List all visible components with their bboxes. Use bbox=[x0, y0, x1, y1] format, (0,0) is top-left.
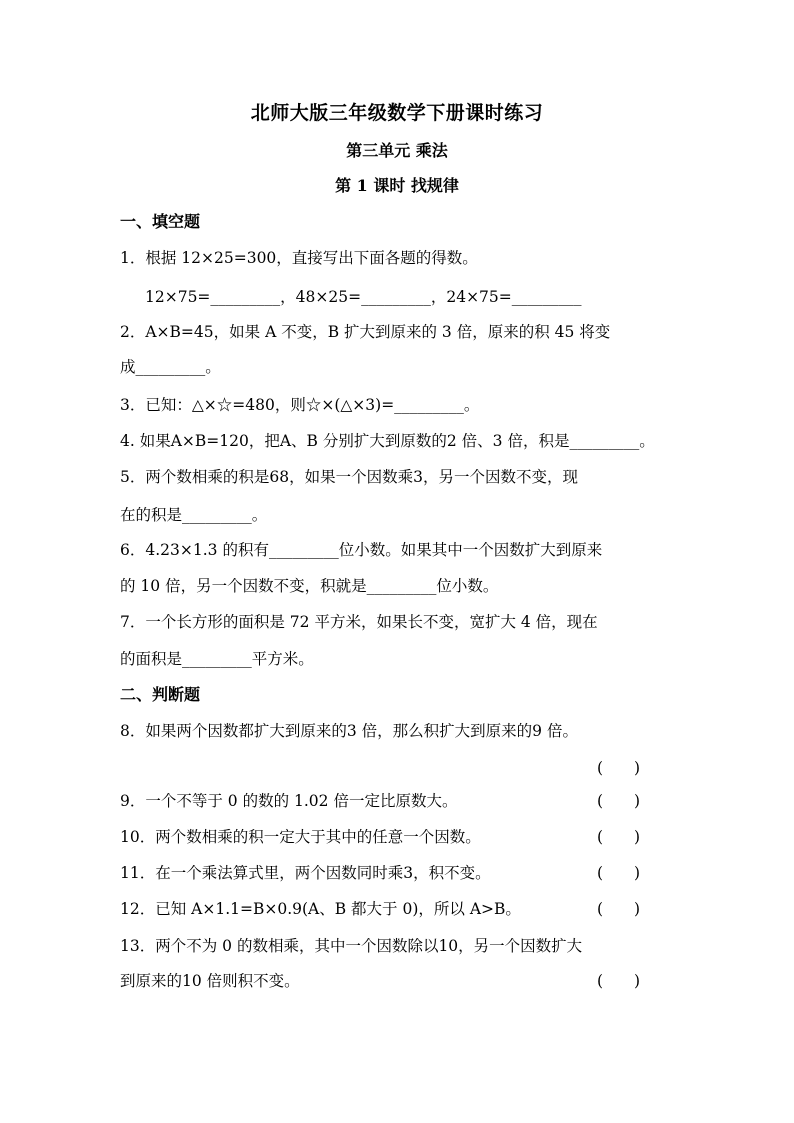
question-3: 3．已知：△×☆=480，则☆×(△×3)=_________。 bbox=[120, 396, 480, 414]
question-7-cont: 的面积是_________平方米。 bbox=[120, 650, 314, 668]
answer-paren-8: ( ) bbox=[597, 759, 641, 777]
question-1-items: 12×75=_________，48×25=_________，24×75=_________ bbox=[145, 288, 582, 306]
answer-paren-11: ( ) bbox=[597, 864, 641, 882]
worksheet-title: 北师大版三年级数学下册课时练习 bbox=[250, 102, 544, 124]
question-10: 10．两个数相乘的积一定大于其中的任意一个因数。 bbox=[120, 828, 481, 846]
unit-title: 第三单元 乘法 bbox=[346, 141, 448, 160]
question-8: 8．如果两个因数都扩大到原来的3 倍，那么积扩大到原来的9 倍。 bbox=[120, 722, 578, 740]
question-11: 11．在一个乘法算式里，两个因数同时乘3，积不变。 bbox=[120, 864, 491, 882]
answer-paren-9: ( ) bbox=[597, 792, 641, 810]
question-1: 1．根据 12×25=300，直接写出下面各题的得数。 bbox=[120, 249, 478, 267]
question-6: 6．4.23×1.3 的积有_________位小数。如果其中一个因数扩大到原来 bbox=[120, 541, 603, 559]
question-5-cont: 在的积是_________。 bbox=[120, 506, 268, 524]
question-2: 2．A×B=45，如果 A 不变，B 扩大到原来的 3 倍，原来的积 45 将变 bbox=[120, 323, 611, 341]
answer-paren-10: ( ) bbox=[597, 828, 641, 846]
section-heading-fill-in: 一、填空题 bbox=[120, 212, 201, 231]
question-12: 12．已知 A×1.1=B×0.9(A、B 都大于 0)，所以 A>B。 bbox=[120, 900, 521, 918]
question-4: 4. 如果A×B=120，把A、B 分别扩大到原数的2 倍、3 倍，积是_________。 bbox=[120, 432, 655, 450]
answer-paren-12: ( ) bbox=[597, 900, 641, 918]
lesson-title: 第 1 课时 找规律 bbox=[335, 176, 459, 195]
question-6-cont: 的 10 倍，另一个因数不变，积就是_________位小数。 bbox=[120, 577, 499, 595]
answer-paren-13: ( ) bbox=[597, 972, 641, 990]
question-2-cont: 成_________。 bbox=[120, 358, 221, 376]
question-9: 9．一个不等于 0 的数的 1.02 倍一定比原数大。 bbox=[120, 792, 458, 810]
section-heading-true-false: 二、判断题 bbox=[120, 685, 201, 704]
question-5: 5．两个数相乘的积是68，如果一个因数乘3，另一个因数不变，现 bbox=[120, 468, 578, 486]
question-13: 13．两个不为 0 的数相乘，其中一个因数除以10，另一个因数扩大 bbox=[120, 937, 583, 955]
question-7: 7．一个长方形的面积是 72 平方米，如果长不变，宽扩大 4 倍，现在 bbox=[120, 613, 598, 631]
question-13-cont: 到原来的10 倍则积不变。 bbox=[120, 972, 300, 990]
